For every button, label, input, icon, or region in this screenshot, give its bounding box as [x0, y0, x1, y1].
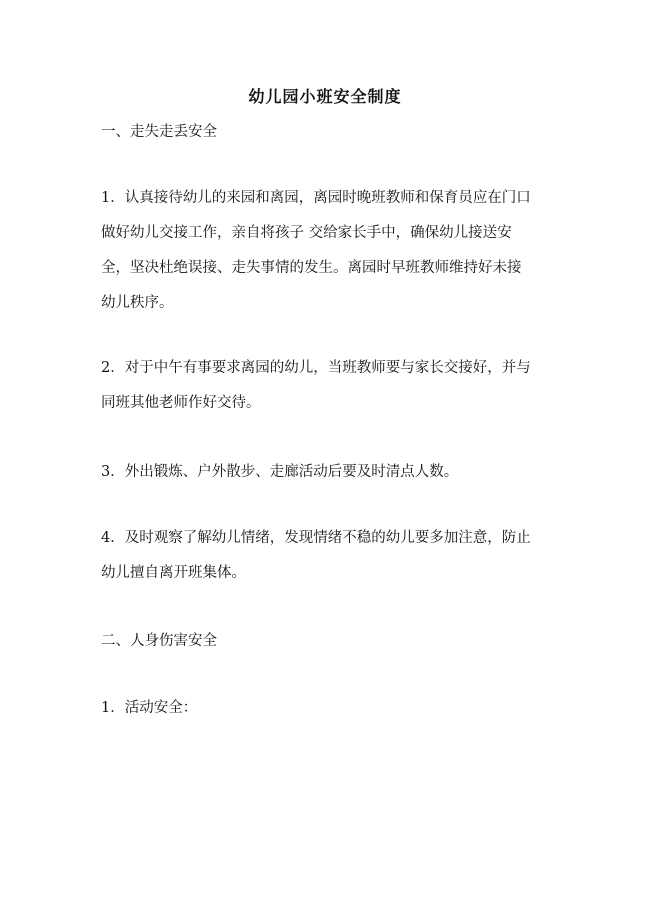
- paragraph-line: 做好幼儿交接工作，亲自将孩子 交给家长手中，确保幼儿接送安: [101, 225, 512, 241]
- paragraph-line: 3．外出锻炼、户外散步、走廊活动后要及时清点人数。: [101, 464, 459, 480]
- paragraph-line: 1．认真接待幼儿的来园和离园，离园时晚班教师和保育员应在门口: [101, 190, 531, 206]
- section-heading-personal-injury-safety: [101, 624, 553, 659]
- paragraph-item-1: [101, 181, 553, 321]
- section-heading-text: 二、人身伤害安全: [101, 633, 217, 649]
- paragraph-line: 4．及时观察了解幼儿情绪，发现情绪不稳的幼儿要多加注意，防止: [101, 530, 531, 546]
- paragraph-item-2: [101, 351, 553, 421]
- section-heading-text: 一、走失走丢安全: [101, 124, 217, 140]
- paragraph-line: 全，坚决杜绝误接、走失事情的发生。离园时早班教师维持好未接: [101, 260, 522, 276]
- paragraph-line: 同班其他老师作好交待。: [101, 395, 261, 411]
- paragraph-item-5: [101, 691, 553, 726]
- paragraph-line: 幼儿擅自离开班集体。: [101, 565, 246, 581]
- document-title: 幼儿园小班安全制度: [248, 87, 402, 106]
- paragraph-line: 幼儿秩序。: [101, 295, 174, 311]
- paragraph-item-4: [101, 521, 553, 591]
- paragraph-item-3: [101, 455, 553, 490]
- section-heading-missing-child-safety: [101, 115, 553, 150]
- paragraph-line: 2．对于中午有事要求离园的幼儿，当班教师要与家长交接好，并与: [101, 360, 531, 376]
- paragraph-line: 1．活动安全：: [101, 700, 198, 716]
